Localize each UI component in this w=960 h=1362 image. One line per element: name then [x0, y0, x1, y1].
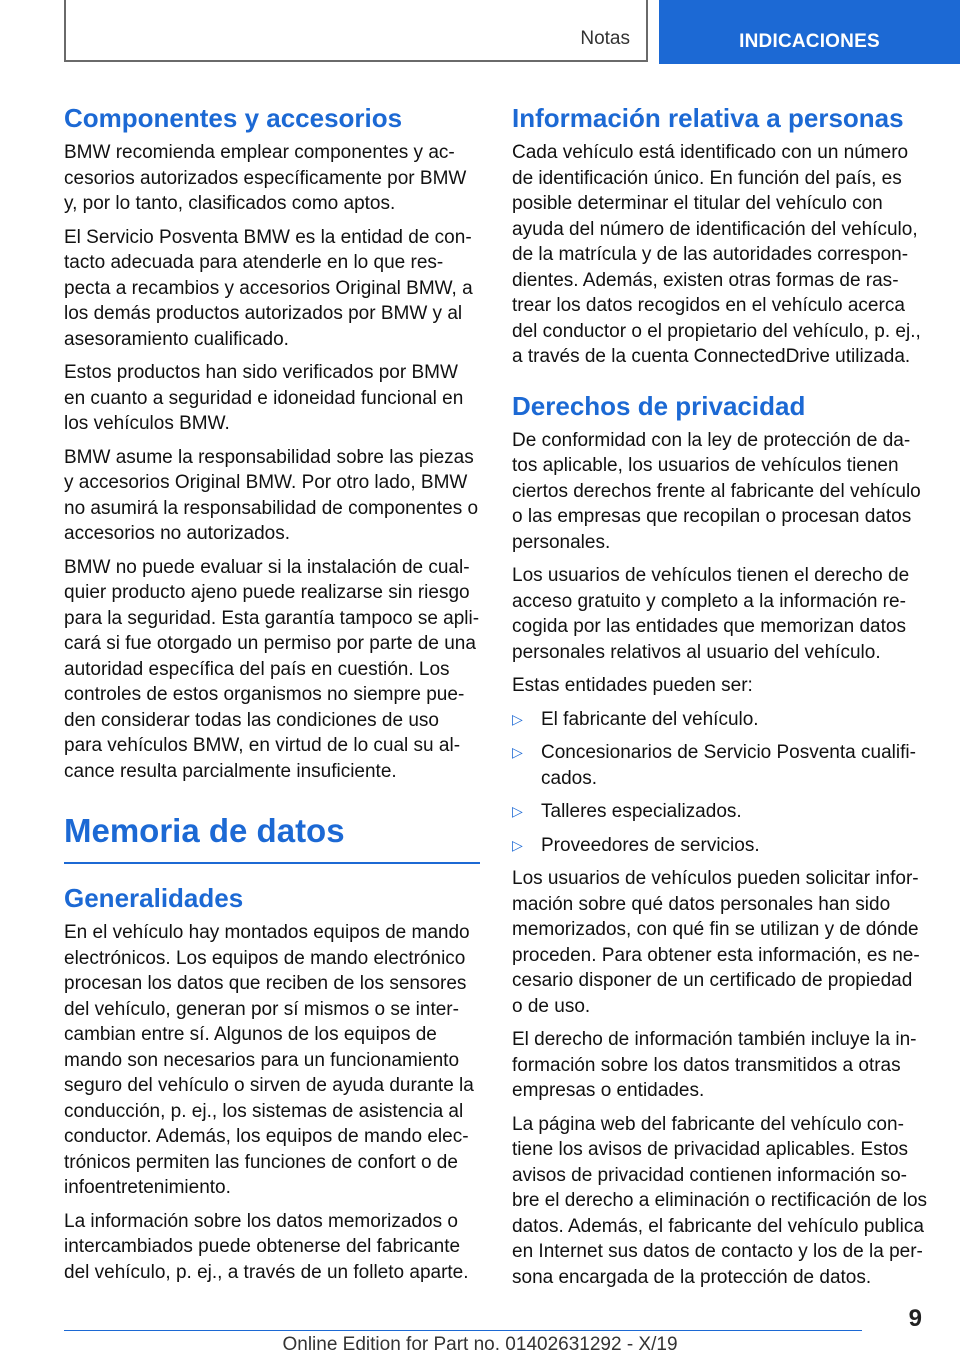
header-box: [64, 0, 648, 62]
page-number: 9: [908, 1305, 922, 1332]
paragraph: Los usuarios de vehículos tienen el derecho de acceso gratuito y completo a la información recogida por las entidades que memorizan datos personales relativos al usuario del vehículo.: [512, 565, 910, 663]
paragraph: BMW no puede evaluar si la instalación de cualquier producto ajeno puede realizarse sin riesgo para la seguridad. Esta garantía tampoco se aplicará si fue otorgado un permiso por parte de una autoridad específica del país en cuestión. Los controles de estos organismos no siempre pueden considerar todas las condiciones de uso para vehículos BMW, en virtud de lo cual su alcance resulta parcialmente insuficiente.: [64, 556, 480, 782]
paragraph: Cada vehículo está identificado con un número de identificación único. En función del país, es posible determinar el titular del vehículo con ayuda del número de identificación del vehículo, de la matrícula y de las autoridades correspondientes. Además, existen otras formas de rastrear los datos recogidos en el vehículo acerca del conductor o el propietario del vehículo, p. ej., a través de la cuenta ConnectedDrive utilizada.: [512, 142, 921, 367]
right-column: [512, 102, 928, 1298]
triangle-bullet-icon: ▷: [512, 803, 523, 819]
list-item: ▷ Talleres especializados.: [512, 799, 928, 825]
paragraph: La página web del fabricante del vehículo contiene los avisos de privacidad aplicables. Estos avisos de privacidad contienen información sobre el derecho a eliminación o rectificación de los datos. Además, el fabricante del vehículo publica en Internet sus datos de contacto y los de la persona encargada de la protección de datos.: [512, 1113, 928, 1288]
left-column: [64, 102, 480, 1293]
heading-componentes: Componentes y accesorios: [64, 103, 403, 133]
list-item: ▷ Proveedores de servicios.: [512, 833, 928, 859]
paragraph: BMW asume la responsabilidad sobre las piezas y accesorios Original BMW. Por otro lado, BMW no asumirá la responsabilidad de componentes o accesorios no autorizados.: [64, 446, 479, 544]
heading-generalidades: Generalidades: [64, 883, 244, 913]
triangle-bullet-icon: ▷: [512, 710, 523, 727]
section-label: Notas: [580, 28, 630, 49]
paragraph: El derecho de información también incluye la información sobre los datos transmitidos a otras empresas o entidades.: [512, 1029, 917, 1101]
triangle-bullet-icon: ▷: [512, 744, 523, 760]
paragraph: La información sobre los datos memorizados o intercambiados puede obtenerse del fabricante del vehículo, p. ej., a través de un folleto aparte.: [64, 1210, 469, 1283]
list-item: ▷ Concesionarios de Servicio Posventa cualificados.: [512, 742, 916, 789]
paragraph: Estos productos han sido verificados por BMW en cuanto a seguridad e idoneidad funcional en los vehículos BMW.: [64, 362, 464, 434]
paragraph: Los usuarios de vehículos pueden solicitar información sobre qué datos personales han sido memorizados, con qué fin se utilizan y de dónde proceden. Para obtener esta información, es necesario disponer de un certificado de propiedad o de uso.: [512, 868, 920, 1017]
heading-memoria-de-datos: Memoria de datos: [64, 810, 480, 864]
paragraph: De conformidad con la ley de protección de datos aplicable, los usuarios de vehículos tienen ciertos derechos frente al fabricante del vehículo o las empresas que recopilan o procesan datos personales.: [512, 429, 921, 553]
paragraph: En el vehículo hay montados equipos de mando electrónicos. Los equipos de mando electrónico procesan los datos que reciben de los sensores del vehículo, generan por sí mismos o se intercambian entre sí. Algunos de los equipos de mando son necesarios para un funcionamiento seguro del vehículo o sirven de ayuda durante la conducción, p. ej., los sistemas de asistencia al conductor. Además, los equipos de mando electrónicos permiten las funciones de confort o de infoentretenimiento.: [64, 922, 474, 1198]
paragraph: Estas entidades pueden ser:: [512, 675, 753, 696]
heading-informacion-personas: Información relativa a personas: [512, 103, 904, 133]
heading-derechos-privacidad: Derechos de privacidad: [512, 390, 806, 421]
footer-divider: [64, 1330, 862, 1331]
triangle-bullet-icon: ▷: [512, 836, 523, 853]
entity-list: [512, 707, 928, 859]
list-item: ▷ El fabricante del vehículo.: [512, 707, 928, 733]
chapter-tab: INDICACIONES: [659, 0, 960, 64]
edition-footer: Online Edition for Part no. 01402631292 - X/19: [282, 1334, 678, 1355]
paragraph: BMW recomienda emplear componentes y accesorios autorizados específicamente por BMW y, por lo tanto, clasificados como aptos.: [64, 142, 467, 214]
paragraph: El Servicio Posventa BMW es la entidad de contacto adecuada para atenderle en lo que respecta a recambios y accesorios Original BMW, a los demás productos autorizados por BMW y al asesoramiento cualificado.: [64, 226, 473, 350]
